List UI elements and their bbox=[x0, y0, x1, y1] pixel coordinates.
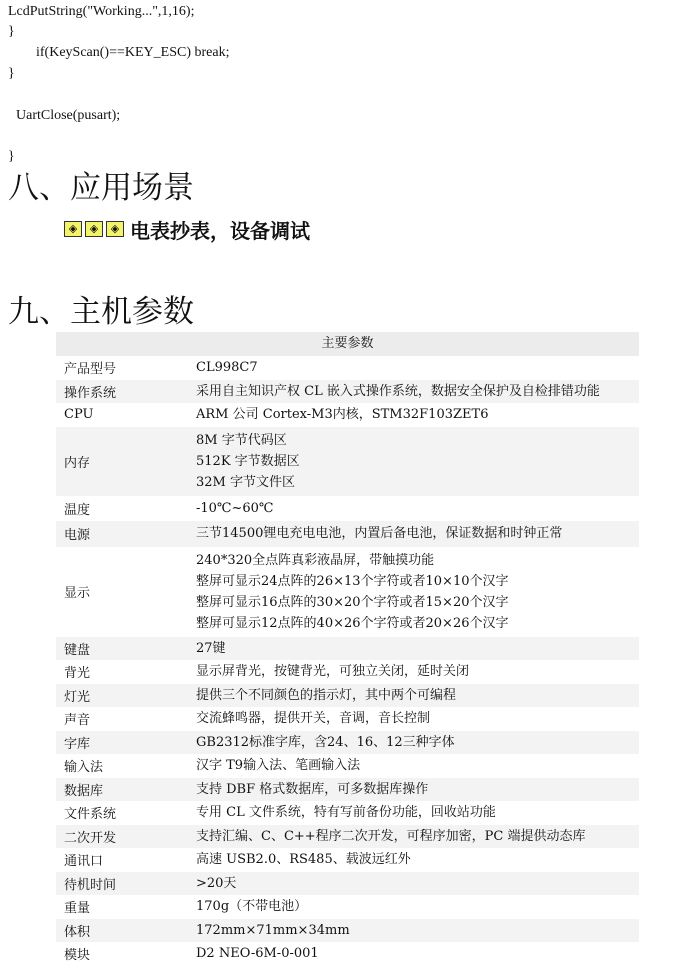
table-row bbox=[56, 754, 639, 778]
code-line: UartClose(pusart); bbox=[16, 108, 121, 123]
spec-value bbox=[196, 731, 639, 755]
spec-value-line: 支持汇编、C、C++程序二次开发，可程序加密，PC 端提供动态库 bbox=[196, 828, 586, 844]
spec-label: 显示 bbox=[64, 586, 91, 601]
spec-label: 声音 bbox=[64, 713, 91, 729]
scenario-text: 电表抄表，设备调试 bbox=[130, 218, 310, 243]
spec-label: 二次开发 bbox=[64, 830, 117, 846]
spec-value-line: 交流蜂鸣器，提供开关，音调，音长控制 bbox=[196, 711, 431, 727]
spec-value bbox=[196, 942, 639, 966]
spec-value-line: CL998C7 bbox=[196, 360, 258, 376]
spec-table bbox=[56, 332, 639, 966]
spec-value bbox=[196, 754, 639, 778]
spec-label: 背光 bbox=[64, 666, 91, 682]
spec-value-line: 27键 bbox=[196, 640, 226, 656]
spec-label: 产品型号 bbox=[64, 362, 117, 378]
spec-value-line: GB2312标准字库，含24、16、12三种字体 bbox=[196, 734, 455, 750]
spec-value bbox=[196, 637, 639, 661]
spec-value-line: 汉字 T9输入法、笔画输入法 bbox=[196, 758, 361, 774]
application-scenario bbox=[64, 216, 310, 242]
bullet-group bbox=[64, 221, 127, 237]
table-row bbox=[56, 848, 639, 872]
spec-value bbox=[196, 872, 639, 896]
spec-value-line: D2 NEO-6M-0-001 bbox=[196, 946, 319, 962]
table-row bbox=[56, 731, 639, 755]
spec-value-line: 32M 字节文件区 bbox=[196, 474, 295, 490]
spec-value bbox=[196, 825, 639, 849]
spec-value-line: 整屏可显示24点阵的26×13个字符或者10×10个汉字 bbox=[196, 573, 509, 589]
spec-value-line: ARM 公司 Cortex-M3内核，STM32F103ZET6 bbox=[196, 407, 489, 423]
diamond-icon: ◈ bbox=[106, 221, 124, 237]
table-row bbox=[56, 942, 639, 966]
spec-value-line: 提供三个不同颜色的指示灯，其中两个可编程 bbox=[196, 687, 457, 703]
spec-value bbox=[196, 660, 639, 684]
spec-value-line: 支持 DBF 格式数据库，可多数据库操作 bbox=[196, 781, 429, 797]
spec-value-line: 显示屏背光，按键背光，可独立关闭，延时关闭 bbox=[196, 664, 470, 680]
spec-value-line: 整屏可显示12点阵的40×26个字符或者20×26个汉字 bbox=[196, 615, 509, 631]
spec-value-line: 8M 字节代码区 bbox=[196, 432, 287, 448]
spec-value bbox=[196, 778, 639, 802]
section-8-title: 八、应用场景 bbox=[8, 170, 194, 206]
spec-label: 文件系统 bbox=[64, 807, 117, 823]
table-row bbox=[56, 684, 639, 708]
table-row bbox=[56, 547, 639, 637]
spec-label: 电源 bbox=[64, 528, 91, 543]
section-9-title: 九、主机参数 bbox=[8, 294, 194, 330]
table-row bbox=[56, 919, 639, 943]
spec-value bbox=[196, 356, 639, 380]
spec-label: 内存 bbox=[64, 455, 91, 471]
table-row bbox=[56, 496, 639, 521]
table-row bbox=[56, 356, 639, 380]
spec-value bbox=[196, 547, 639, 637]
spec-label: 键盘 bbox=[64, 642, 91, 658]
diamond-icon: ◈ bbox=[85, 221, 103, 237]
table-row bbox=[56, 895, 639, 919]
spec-value-line: 高速 USB2.0、RS485、载波远红外 bbox=[196, 852, 411, 868]
spec-label: 模块 bbox=[64, 948, 91, 964]
code-line: } bbox=[8, 24, 15, 39]
code-line: if(KeyScan()==KEY_ESC) break; bbox=[36, 45, 230, 60]
spec-value-line: 170g（不带电池） bbox=[196, 899, 308, 915]
table-row bbox=[56, 707, 639, 731]
spec-value-line: 172mm×71mm×34mm bbox=[196, 922, 350, 938]
table-header: 主要参数 bbox=[56, 332, 639, 356]
spec-value-line: 采用自主知识产权 CL 嵌入式操作系统，数据安全保护及自检排错功能 bbox=[196, 383, 600, 399]
code-line: LcdPutString("Working...",1,16); bbox=[8, 4, 195, 19]
spec-label: 数据库 bbox=[64, 783, 104, 799]
spec-value-line: 专用 CL 文件系统，特有写前备份功能，回收站功能 bbox=[196, 805, 496, 821]
spec-value-line: 三节14500锂电充电电池，内置后备电池，保证数据和时钟正常 bbox=[196, 526, 563, 541]
spec-value bbox=[196, 521, 639, 547]
spec-label: 操作系统 bbox=[64, 385, 117, 401]
spec-value bbox=[196, 684, 639, 708]
table-row bbox=[56, 521, 639, 547]
spec-label: 灯光 bbox=[64, 689, 91, 705]
table-row bbox=[56, 825, 639, 849]
spec-label: CPU bbox=[64, 407, 94, 423]
spec-value bbox=[196, 380, 639, 404]
spec-value bbox=[196, 403, 639, 427]
spec-value-line: -10℃~60℃ bbox=[196, 500, 274, 516]
code-line: } bbox=[8, 149, 15, 164]
spec-value bbox=[196, 801, 639, 825]
table-row bbox=[56, 637, 639, 661]
spec-value bbox=[196, 496, 639, 521]
spec-value-line: >20天 bbox=[196, 875, 237, 891]
table-row bbox=[56, 660, 639, 684]
table-row bbox=[56, 403, 639, 427]
spec-value bbox=[196, 427, 639, 496]
table-row bbox=[56, 872, 639, 896]
spec-label: 待机时间 bbox=[64, 877, 117, 893]
spec-label: 重量 bbox=[64, 901, 91, 917]
table-row bbox=[56, 427, 639, 496]
spec-value-line: 整屏可显示16点阵的30×20个字符或者15×20个汉字 bbox=[196, 594, 509, 610]
spec-label: 输入法 bbox=[64, 760, 104, 776]
spec-value-line: 512K 字节数据区 bbox=[196, 453, 300, 469]
spec-label: 体积 bbox=[64, 924, 91, 940]
spec-value bbox=[196, 848, 639, 872]
table-body bbox=[56, 356, 639, 966]
spec-label: 字库 bbox=[64, 736, 91, 752]
spec-label: 通讯口 bbox=[64, 854, 104, 870]
table-row bbox=[56, 778, 639, 802]
spec-label: 温度 bbox=[64, 502, 91, 518]
code-line: } bbox=[8, 66, 15, 81]
spec-value bbox=[196, 919, 639, 943]
table-row bbox=[56, 801, 639, 825]
diamond-icon: ◈ bbox=[64, 221, 82, 237]
spec-value-line: 240*320全点阵真彩液晶屏，带触摸功能 bbox=[196, 552, 435, 568]
table-row bbox=[56, 380, 639, 404]
spec-value bbox=[196, 895, 639, 919]
spec-value bbox=[196, 707, 639, 731]
